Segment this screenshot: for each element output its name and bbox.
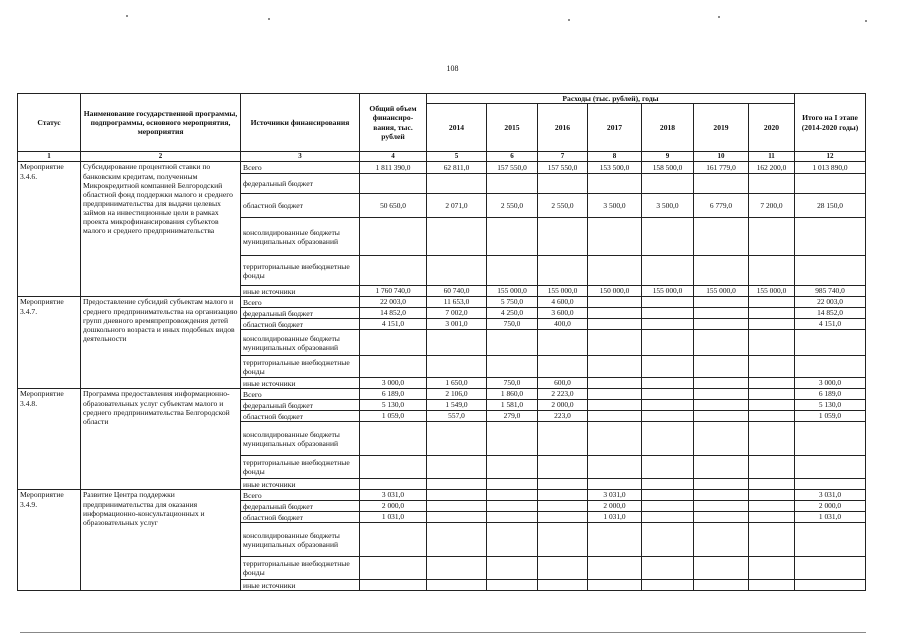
- amount-cell: 62 811,0: [427, 162, 487, 174]
- amount-cell: [360, 174, 427, 194]
- funding-source: консолидированные бюджеты муниципальных образований: [241, 218, 360, 256]
- funding-source: иные источники: [241, 286, 360, 297]
- amount-cell: [694, 411, 749, 422]
- amount-cell: 1 650,0: [427, 378, 487, 389]
- amount-cell: [487, 523, 538, 557]
- amount-cell: [588, 218, 642, 256]
- amount-cell: [538, 256, 588, 286]
- amount-cell: 2 000,0: [795, 501, 866, 512]
- funding-source: федеральный бюджет: [241, 308, 360, 319]
- amount-cell: [588, 356, 642, 378]
- amount-cell: [642, 557, 694, 580]
- amount-cell: [487, 218, 538, 256]
- header-status: Статус: [18, 94, 81, 152]
- amount-cell: 1 059,0: [360, 411, 427, 422]
- amount-cell: [694, 319, 749, 330]
- amount-cell: [642, 580, 694, 591]
- amount-cell: [642, 456, 694, 479]
- amount-cell: 1 860,0: [487, 389, 538, 400]
- amount-cell: [642, 297, 694, 308]
- amount-cell: [749, 411, 795, 422]
- amount-cell: [538, 580, 588, 591]
- column-number: 5: [427, 152, 487, 162]
- amount-cell: [538, 422, 588, 456]
- amount-cell: [538, 501, 588, 512]
- amount-cell: [795, 456, 866, 479]
- amount-cell: 22 003,0: [360, 297, 427, 308]
- measure-name: Предоставление субсидий субъектам малого и среднего предпринимательства на организацию групп дневного времяпрепровождения детей дошкольного возраста и иных подобных видов деятельности: [81, 297, 241, 389]
- amount-cell: 155 000,0: [538, 286, 588, 297]
- amount-cell: [538, 218, 588, 256]
- amount-cell: [538, 490, 588, 501]
- amount-cell: [694, 523, 749, 557]
- amount-cell: [749, 400, 795, 411]
- amount-cell: 3 000,0: [360, 378, 427, 389]
- header-name: Наименование государственной программы, подпрограммы, основного мероприятия, мероприятия: [81, 94, 241, 152]
- amount-cell: 7 002,0: [427, 308, 487, 319]
- amount-cell: 5 750,0: [487, 297, 538, 308]
- funding-source: федеральный бюджет: [241, 174, 360, 194]
- amount-cell: 1 811 390,0: [360, 162, 427, 174]
- amount-cell: [588, 422, 642, 456]
- funding-source: территориальные внебюджетные фонды: [241, 256, 360, 286]
- column-number: 7: [538, 152, 588, 162]
- funding-source: областной бюджет: [241, 194, 360, 218]
- amount-cell: 3 031,0: [360, 490, 427, 501]
- amount-cell: [642, 378, 694, 389]
- amount-cell: 155 000,0: [487, 286, 538, 297]
- amount-cell: [749, 479, 795, 490]
- amount-cell: 2 071,0: [427, 194, 487, 218]
- amount-cell: [795, 256, 866, 286]
- amount-cell: [694, 378, 749, 389]
- amount-cell: [360, 330, 427, 356]
- amount-cell: [642, 308, 694, 319]
- amount-cell: [694, 479, 749, 490]
- amount-cell: [487, 501, 538, 512]
- amount-cell: 1 059,0: [795, 411, 866, 422]
- funding-source: территориальные внебюджетные фонды: [241, 557, 360, 580]
- amount-cell: [360, 523, 427, 557]
- amount-cell: [642, 319, 694, 330]
- amount-cell: [795, 523, 866, 557]
- amount-cell: [642, 490, 694, 501]
- amount-cell: [427, 330, 487, 356]
- funding-source: федеральный бюджет: [241, 501, 360, 512]
- amount-cell: 4 600,0: [538, 297, 588, 308]
- amount-cell: [694, 456, 749, 479]
- header-itogo: Итого на I этапе (2014-2020 годы): [795, 94, 866, 152]
- amount-cell: 3 000,0: [795, 378, 866, 389]
- column-number: 10: [694, 152, 749, 162]
- amount-cell: 4 151,0: [360, 319, 427, 330]
- amount-cell: [749, 218, 795, 256]
- amount-cell: [487, 580, 538, 591]
- amount-cell: [588, 330, 642, 356]
- amount-cell: 279,0: [487, 411, 538, 422]
- amount-cell: [795, 422, 866, 456]
- amount-cell: [694, 422, 749, 456]
- amount-cell: 3 031,0: [588, 490, 642, 501]
- amount-cell: [427, 512, 487, 523]
- amount-cell: [642, 356, 694, 378]
- amount-cell: 4 250,0: [487, 308, 538, 319]
- amount-cell: 2 550,0: [538, 194, 588, 218]
- amount-cell: [795, 580, 866, 591]
- amount-cell: [749, 456, 795, 479]
- amount-cell: [487, 330, 538, 356]
- header-year: 2014: [427, 104, 487, 152]
- scan-speck: [268, 18, 270, 20]
- amount-cell: 6 189,0: [795, 389, 866, 400]
- amount-cell: [749, 356, 795, 378]
- amount-cell: 750,0: [487, 319, 538, 330]
- amount-cell: [694, 297, 749, 308]
- amount-cell: 157 550,0: [538, 162, 588, 174]
- amount-cell: [749, 319, 795, 330]
- funding-source: областной бюджет: [241, 319, 360, 330]
- amount-cell: 14 852,0: [795, 308, 866, 319]
- amount-cell: 28 150,0: [795, 194, 866, 218]
- amount-cell: 3 600,0: [538, 308, 588, 319]
- amount-cell: [360, 356, 427, 378]
- amount-cell: [538, 512, 588, 523]
- amount-cell: [642, 479, 694, 490]
- amount-cell: 600,0: [538, 378, 588, 389]
- amount-cell: [360, 422, 427, 456]
- amount-cell: 5 130,0: [795, 400, 866, 411]
- amount-cell: 400,0: [538, 319, 588, 330]
- funding-source: консолидированные бюджеты муниципальных образований: [241, 422, 360, 456]
- amount-cell: [588, 411, 642, 422]
- amount-cell: [538, 174, 588, 194]
- amount-cell: [588, 308, 642, 319]
- amount-cell: 60 740,0: [427, 286, 487, 297]
- amount-cell: [487, 174, 538, 194]
- amount-cell: [588, 378, 642, 389]
- amount-cell: [795, 218, 866, 256]
- header-year: 2015: [487, 104, 538, 152]
- measure-status: Мероприятие 3.4.8.: [18, 389, 81, 490]
- amount-cell: 11 653,0: [427, 297, 487, 308]
- amount-cell: [795, 356, 866, 378]
- amount-cell: [694, 218, 749, 256]
- amount-cell: [427, 557, 487, 580]
- amount-cell: 2 000,0: [360, 501, 427, 512]
- amount-cell: [749, 174, 795, 194]
- amount-cell: [360, 479, 427, 490]
- measure-status: Мероприятие 3.4.6.: [18, 162, 81, 297]
- amount-cell: [427, 501, 487, 512]
- amount-cell: [588, 523, 642, 557]
- column-number: 2: [81, 152, 241, 162]
- amount-cell: [588, 479, 642, 490]
- amount-cell: [694, 501, 749, 512]
- funding-source: территориальные внебюджетные фонды: [241, 456, 360, 479]
- amount-cell: 22 003,0: [795, 297, 866, 308]
- amount-cell: [642, 523, 694, 557]
- column-number: 6: [487, 152, 538, 162]
- header-year: 2018: [642, 104, 694, 152]
- amount-cell: [538, 479, 588, 490]
- amount-cell: 1 760 740,0: [360, 286, 427, 297]
- amount-cell: 2 550,0: [487, 194, 538, 218]
- amount-cell: [749, 557, 795, 580]
- funding-source: консолидированные бюджеты муниципальных образований: [241, 523, 360, 557]
- funding-source: областной бюджет: [241, 411, 360, 422]
- amount-cell: 1 013 890,0: [795, 162, 866, 174]
- header-year: 2017: [588, 104, 642, 152]
- amount-cell: [642, 400, 694, 411]
- amount-cell: 155 000,0: [642, 286, 694, 297]
- column-number: 4: [360, 152, 427, 162]
- amount-cell: 1 031,0: [360, 512, 427, 523]
- scan-speck: [865, 20, 867, 22]
- measure-name: Развитие Центра поддержки предпринимательства для оказания информационно-консультационных и образовательных услуг: [81, 490, 241, 591]
- amount-cell: 2 000,0: [538, 400, 588, 411]
- amount-cell: [427, 523, 487, 557]
- header-total: Общий объем финансиро-вания, тыс. рублей: [360, 94, 427, 152]
- amount-cell: [694, 330, 749, 356]
- column-number: 1: [18, 152, 81, 162]
- amount-cell: 7 200,0: [749, 194, 795, 218]
- page-number: 108: [446, 64, 459, 73]
- amount-cell: [360, 580, 427, 591]
- amount-cell: [749, 512, 795, 523]
- amount-cell: [749, 378, 795, 389]
- amount-cell: 1 031,0: [588, 512, 642, 523]
- amount-cell: [642, 512, 694, 523]
- amount-cell: 6 189,0: [360, 389, 427, 400]
- amount-cell: 750,0: [487, 378, 538, 389]
- amount-cell: 3 031,0: [795, 490, 866, 501]
- funding-source: Всего: [241, 162, 360, 174]
- amount-cell: [749, 523, 795, 557]
- funding-source: Всего: [241, 297, 360, 308]
- amount-cell: [749, 330, 795, 356]
- amount-cell: [795, 479, 866, 490]
- amount-cell: 162 200,0: [749, 162, 795, 174]
- column-number: 11: [749, 152, 795, 162]
- funding-source: областной бюджет: [241, 512, 360, 523]
- amount-cell: [749, 256, 795, 286]
- amount-cell: [427, 356, 487, 378]
- amount-cell: 50 650,0: [360, 194, 427, 218]
- amount-cell: [642, 330, 694, 356]
- table-row: [18, 490, 866, 501]
- amount-cell: [642, 501, 694, 512]
- amount-cell: [538, 523, 588, 557]
- amount-cell: [642, 389, 694, 400]
- table-row: [18, 297, 866, 308]
- amount-cell: [694, 490, 749, 501]
- header-sources: Источники финансирования: [241, 94, 360, 152]
- amount-cell: [487, 422, 538, 456]
- column-number: 12: [795, 152, 866, 162]
- amount-cell: [694, 256, 749, 286]
- scan-speck: [126, 15, 128, 17]
- amount-cell: [749, 422, 795, 456]
- amount-cell: [795, 174, 866, 194]
- amount-cell: [487, 557, 538, 580]
- page-bottom-edge: [20, 632, 866, 633]
- amount-cell: 2 223,0: [538, 389, 588, 400]
- amount-cell: 2 106,0: [427, 389, 487, 400]
- amount-cell: [694, 580, 749, 591]
- amount-cell: [427, 490, 487, 501]
- funding-source: федеральный бюджет: [241, 400, 360, 411]
- amount-cell: [588, 400, 642, 411]
- amount-cell: 6 779,0: [694, 194, 749, 218]
- measure-name: Программа предоставления информационно-образовательных услуг субъектам малого и среднего предпринимательства Белгородской области: [81, 389, 241, 490]
- amount-cell: [588, 389, 642, 400]
- header-year: 2019: [694, 104, 749, 152]
- amount-cell: [694, 174, 749, 194]
- amount-cell: [487, 512, 538, 523]
- measure-status: Мероприятие 3.4.9.: [18, 490, 81, 591]
- amount-cell: [749, 501, 795, 512]
- amount-cell: [588, 319, 642, 330]
- amount-cell: 1 031,0: [795, 512, 866, 523]
- amount-cell: [538, 356, 588, 378]
- table-row: [18, 162, 866, 174]
- amount-cell: [427, 256, 487, 286]
- amount-cell: [588, 174, 642, 194]
- amount-cell: [749, 308, 795, 319]
- amount-cell: 161 779,0: [694, 162, 749, 174]
- amount-cell: [487, 456, 538, 479]
- amount-cell: 150 000,0: [588, 286, 642, 297]
- amount-cell: 223,0: [538, 411, 588, 422]
- amount-cell: 4 151,0: [795, 319, 866, 330]
- funding-source: иные источники: [241, 378, 360, 389]
- amount-cell: [749, 490, 795, 501]
- amount-cell: [538, 330, 588, 356]
- amount-cell: 155 000,0: [694, 286, 749, 297]
- amount-cell: [694, 512, 749, 523]
- amount-cell: [427, 580, 487, 591]
- amount-cell: [487, 479, 538, 490]
- amount-cell: 1 549,0: [427, 400, 487, 411]
- amount-cell: [642, 256, 694, 286]
- scan-speck: [718, 16, 720, 18]
- amount-cell: [538, 557, 588, 580]
- amount-cell: [360, 218, 427, 256]
- amount-cell: [749, 297, 795, 308]
- amount-cell: 153 500,0: [588, 162, 642, 174]
- amount-cell: [538, 456, 588, 479]
- amount-cell: [642, 411, 694, 422]
- amount-cell: 3 001,0: [427, 319, 487, 330]
- amount-cell: [749, 389, 795, 400]
- amount-cell: [427, 174, 487, 194]
- header-year: 2016: [538, 104, 588, 152]
- measure-name: Субсидирование процентной ставки по банковским кредитам, полученным Микрокредитной компанией Белгородский областной фонд поддержки малого и среднего предпринимательства для выдачи целевых займов на инвестиционные цели в рамках проекта микрофинансирования субъектов малого и среднего предпринимательства: [81, 162, 241, 297]
- amount-cell: [795, 330, 866, 356]
- amount-cell: 5 130,0: [360, 400, 427, 411]
- amount-cell: 985 740,0: [795, 286, 866, 297]
- amount-cell: [795, 557, 866, 580]
- column-number: 9: [642, 152, 694, 162]
- amount-cell: [694, 557, 749, 580]
- amount-cell: 158 500,0: [642, 162, 694, 174]
- amount-cell: [749, 580, 795, 591]
- funding-source: Всего: [241, 490, 360, 501]
- amount-cell: [588, 297, 642, 308]
- amount-cell: [427, 422, 487, 456]
- amount-cell: [427, 456, 487, 479]
- amount-cell: [642, 218, 694, 256]
- amount-cell: 14 852,0: [360, 308, 427, 319]
- scan-speck: [568, 19, 570, 21]
- header-expenses: Расходы (тыс. рублей), годы: [427, 94, 795, 104]
- amount-cell: [694, 400, 749, 411]
- document-body: [17, 93, 865, 591]
- amount-cell: [642, 174, 694, 194]
- amount-cell: [694, 308, 749, 319]
- amount-cell: [588, 456, 642, 479]
- funding-source: Всего: [241, 389, 360, 400]
- amount-cell: 3 500,0: [642, 194, 694, 218]
- funding-source: иные источники: [241, 580, 360, 591]
- amount-cell: [588, 557, 642, 580]
- table-row: [18, 389, 866, 400]
- amount-cell: [487, 356, 538, 378]
- amount-cell: [642, 422, 694, 456]
- amount-cell: 1 581,0: [487, 400, 538, 411]
- amount-cell: [487, 256, 538, 286]
- amount-cell: 557,0: [427, 411, 487, 422]
- amount-cell: [360, 557, 427, 580]
- column-number: 3: [241, 152, 360, 162]
- amount-cell: [427, 218, 487, 256]
- amount-cell: 157 550,0: [487, 162, 538, 174]
- funding-source: иные источники: [241, 479, 360, 490]
- amount-cell: [694, 356, 749, 378]
- financing-table: [17, 93, 866, 591]
- amount-cell: 3 500,0: [588, 194, 642, 218]
- amount-cell: [360, 456, 427, 479]
- measure-status: Мероприятие 3.4.7.: [18, 297, 81, 389]
- header-year: 2020: [749, 104, 795, 152]
- amount-cell: [487, 490, 538, 501]
- amount-cell: [427, 479, 487, 490]
- amount-cell: 2 000,0: [588, 501, 642, 512]
- amount-cell: [588, 256, 642, 286]
- amount-cell: 155 000,0: [749, 286, 795, 297]
- funding-source: консолидированные бюджеты муниципальных образований: [241, 330, 360, 356]
- amount-cell: [360, 256, 427, 286]
- amount-cell: [588, 580, 642, 591]
- amount-cell: [694, 389, 749, 400]
- funding-source: территориальные внебюджетные фонды: [241, 356, 360, 378]
- column-number: 8: [588, 152, 642, 162]
